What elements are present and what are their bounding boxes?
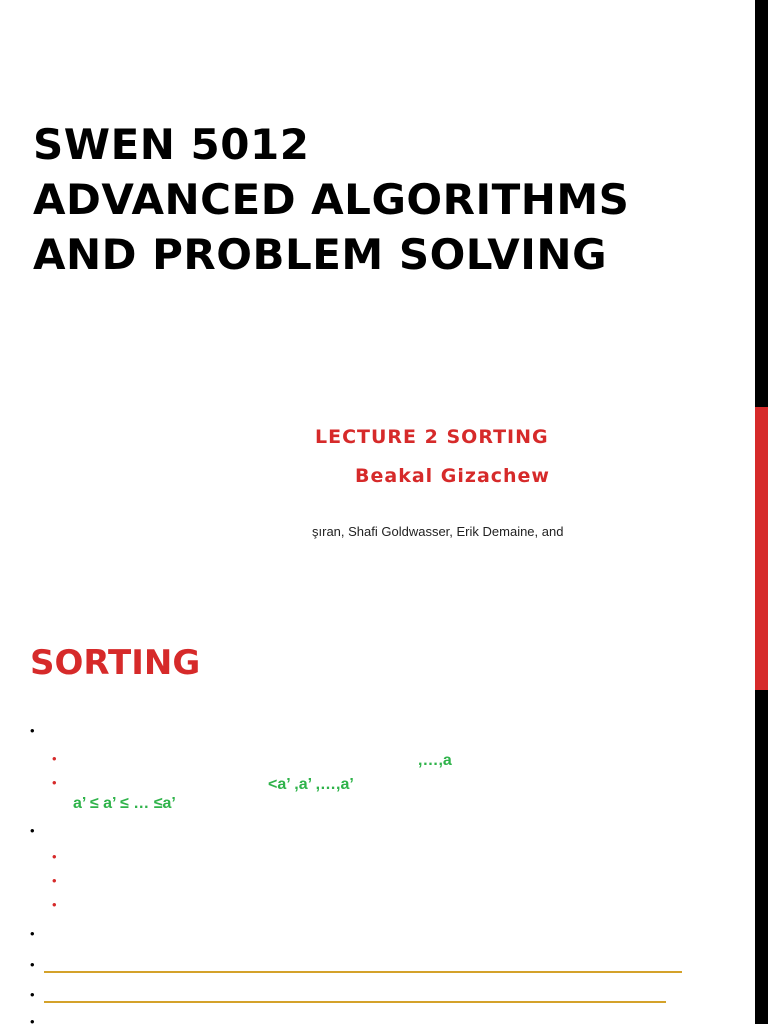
title-line-2: ADVANCED ALGORITHMS	[33, 175, 630, 224]
underline-rule-2	[44, 1001, 666, 1003]
bullet-level2: •	[52, 775, 57, 790]
permutation-fragment: <a’ ,a’ ,…,a’	[268, 776, 354, 793]
bullet-level1: •	[30, 957, 35, 972]
section-title: SORTING	[30, 643, 201, 683]
bullet-level1: •	[30, 823, 35, 838]
right-edge-accent	[755, 407, 768, 690]
title-line-3: AND PROBLEM SOLVING	[33, 230, 608, 279]
bullet-level2: •	[52, 751, 57, 766]
lecture-subtitle: LECTURE 2 SORTING	[315, 426, 549, 448]
bullet-level2: •	[52, 873, 57, 888]
bullet-level2: •	[52, 849, 57, 864]
title-line-1: SWEN 5012	[33, 120, 310, 169]
bullet-level1: •	[30, 723, 35, 738]
bullet-level2: •	[52, 897, 57, 912]
bullet-level1: •	[30, 987, 35, 1002]
author-name: Beakal Gizachew	[355, 465, 550, 487]
ordering-fragment: a’ ≤ a’ ≤ … ≤a’	[73, 795, 176, 812]
credits-line: şıran, Shafi Goldwasser, Erik Demaine, and	[312, 524, 564, 539]
underline-rule-1	[44, 971, 682, 973]
bullet-level1: •	[30, 1014, 35, 1029]
sequence-tail-fragment: ,…,a	[418, 752, 452, 769]
bullet-level1: •	[30, 926, 35, 941]
